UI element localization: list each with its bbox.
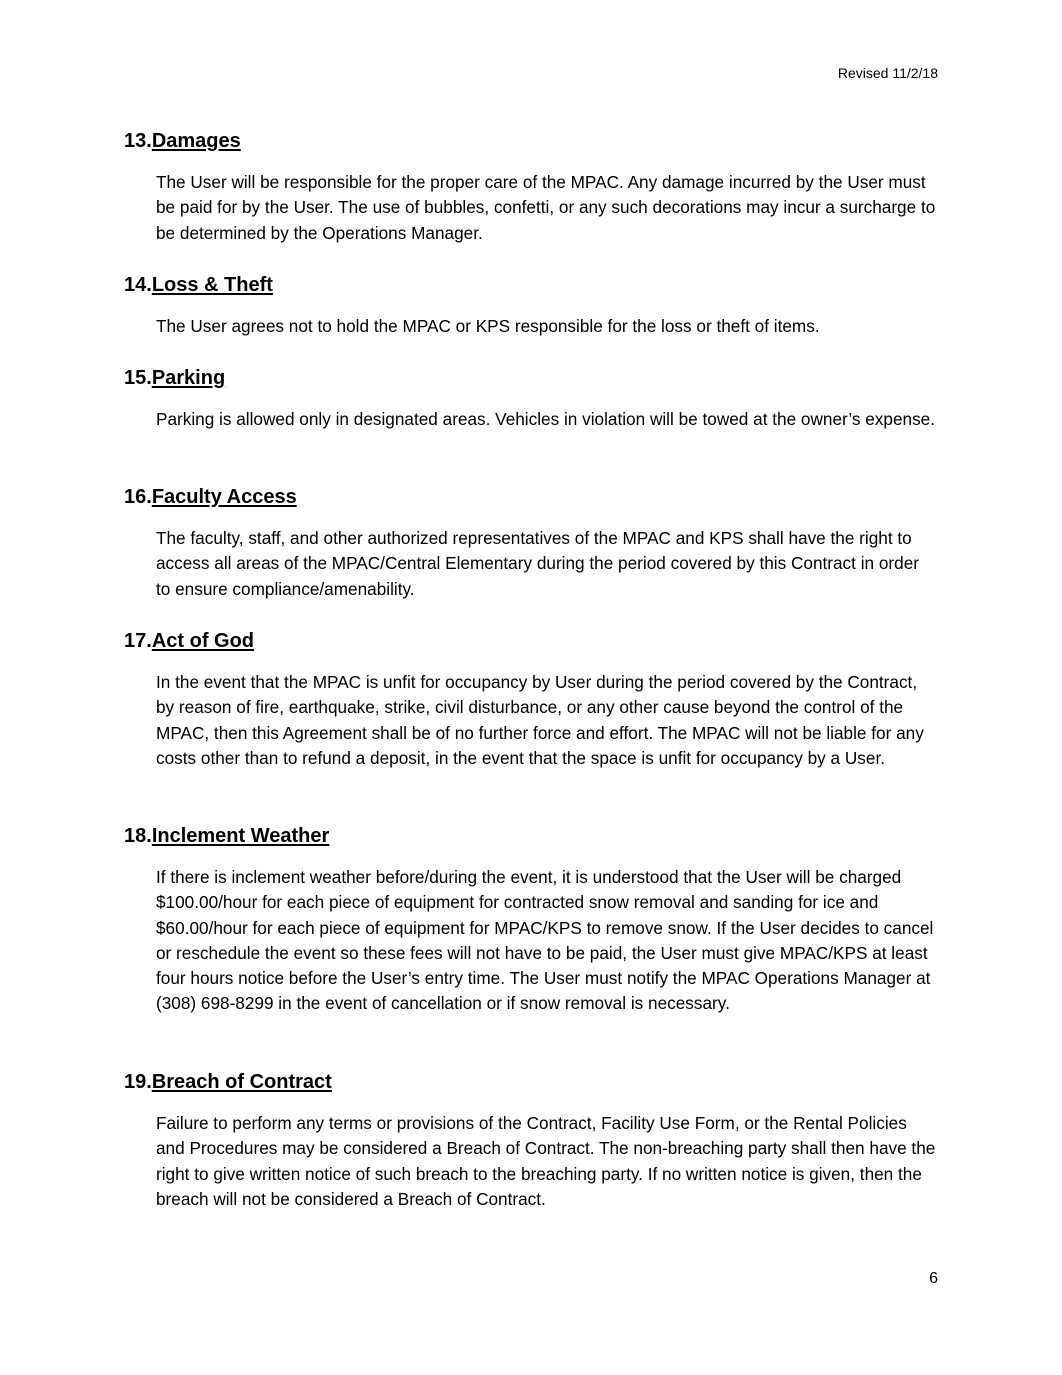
- section-number: 19.: [124, 1071, 152, 1093]
- section-heading: [124, 823, 936, 849]
- section-number: 16.: [124, 486, 152, 508]
- section-heading: [124, 484, 936, 510]
- section-title: Faculty Access: [151, 486, 297, 508]
- section-number: 18.: [124, 825, 152, 847]
- section-body: Failure to perform any terms or provisions of the Contract, Facility Use Form, or the Rental Policies and Procedures may be considered a Breach of Contract. The non-breaching party shall then have the right to give written notice of such breach to the breaching party. If no written notice is given, then the breach will not be considered a Breach of Contract.: [156, 1113, 936, 1209]
- section-heading: [124, 272, 936, 298]
- section-title: Parking: [151, 367, 226, 389]
- section-title: Breach of Contract: [151, 1071, 332, 1093]
- section-body: The User will be responsible for the proper care of the MPAC. Any damage incurred by the User must be paid for by the User. The use of bubbles, confetti, or any such decorations may incur a surcharge to be determined by the Operations Manager.: [156, 172, 936, 243]
- section-body: If there is inclement weather before/during the event, it is understood that the User will be charged $100.00/hour for each piece of equipment for contracted snow removal and sanding for ice and $60.00/hour for each piece of equipment for MPAC/KPS to remove snow. If the User decides to cancel or reschedule the event so these fees will not have to be paid, the User must give MPAC/KPS at least four hours notice before the User’s entry time. The User must notify the MPAC Operations Manager at (308) 698-8299 in the event of cancellation or if snow removal is necessary.: [156, 867, 934, 1014]
- section-loss-theft: [124, 272, 936, 339]
- section-parking: [124, 365, 936, 432]
- section-title: Act of God: [151, 630, 255, 652]
- section-number: 13.: [124, 130, 152, 152]
- section-heading: [124, 1069, 936, 1095]
- section-body: The faculty, staff, and other authorized representatives of the MPAC and KPS shall have the right to access all areas of the MPAC/Central Elementary during the period covered by this Contract in order to ensure compliance/amenability.: [156, 528, 919, 599]
- section-body: In the event that the MPAC is unfit for occupancy by User during the period covered by the Contract, by reason of fire, earthquake, strike, civil disturbance, or any other cause beyond the control of the MPAC, then this Agreement shall be of no further force and effort. The MPAC will not be liable for any costs other than to refund a deposit, in the event that the space is unfit for occupancy by a User.: [156, 672, 924, 768]
- section-title: Damages: [151, 130, 241, 152]
- section-title: Inclement Weather: [151, 825, 330, 847]
- section-inclement-weather: [124, 823, 936, 1017]
- section-number: 17.: [124, 630, 152, 652]
- section-body: The User agrees not to hold the MPAC or KPS responsible for the loss or theft of items.: [156, 316, 820, 336]
- section-act-of-god: [124, 628, 936, 771]
- page-number: 6: [929, 1270, 938, 1287]
- section-number: 14.: [124, 274, 152, 296]
- revision-date: Revised 11/2/18: [837, 65, 938, 81]
- section-heading: [124, 628, 936, 654]
- section-body: Parking is allowed only in designated areas. Vehicles in violation will be towed at the owner’s expense.: [156, 409, 935, 429]
- section-faculty-access: [124, 484, 936, 602]
- section-title: Loss & Theft: [151, 274, 273, 296]
- section-damages: [124, 128, 936, 246]
- section-heading: [124, 365, 936, 391]
- section-breach-of-contract: [124, 1069, 936, 1212]
- section-number: 15.: [124, 367, 152, 389]
- section-heading: [124, 128, 936, 154]
